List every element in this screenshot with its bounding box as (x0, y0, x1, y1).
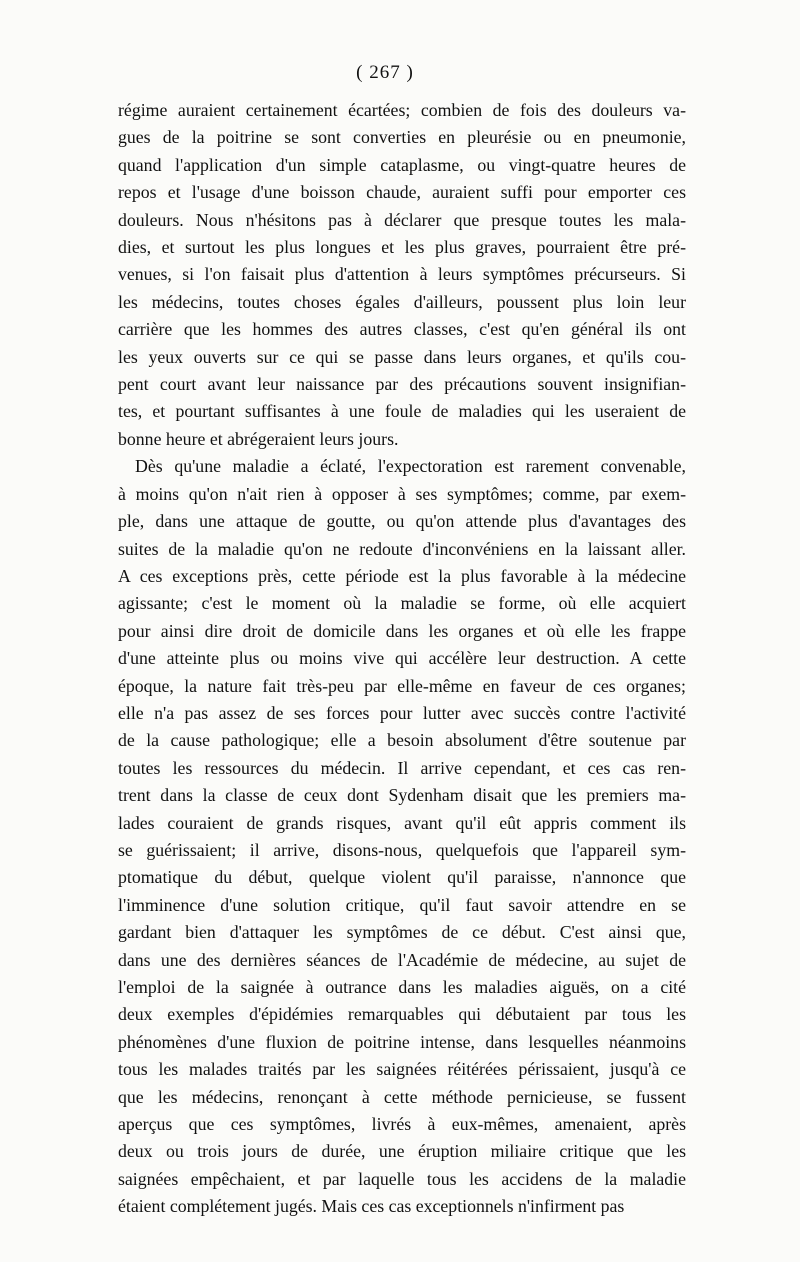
text-line: que les médecins, renonçant à cette méthode pernicieuse, se fussent (118, 1086, 686, 1107)
body-text (118, 97, 686, 1221)
text-line: dans une des dernières séances de l'Académie de médecine, au sujet de (118, 949, 686, 970)
text-line: l'emploi de la saignée à outrance dans les maladies aiguës, on a cité (118, 977, 686, 997)
text-line: les yeux ouverts sur ce qui se passe dans leurs organes, et qu'ils cou- (118, 346, 686, 367)
text-line: gardant bien d'attaquer les symptômes de ce début. C'est ainsi que, (118, 922, 686, 943)
text-line: toutes les ressources du médecin. Il arrive cependant, et ces cas ren- (118, 757, 686, 778)
text-line: douleurs. Nous n'hésitons pas à déclarer que presque toutes les mala- (118, 209, 686, 230)
text-line: pent court avant leur naissance par des précautions souvent insignifian- (118, 374, 686, 395)
text-line: d'une atteinte plus ou moins vive qui accélère leur destruction. A cette (118, 648, 686, 669)
text-line: suites de la maladie qu'on ne redoute d'inconvéniens en la laissant aller. (118, 538, 686, 559)
text-line: trent dans la classe de ceux dont Sydenham disait que les premiers ma- (118, 785, 686, 806)
page-number: ( 267 ) (356, 62, 414, 83)
text-line: à moins qu'on n'ait rien à opposer à ses symptômes; comme, par exem- (118, 483, 686, 504)
text-line: régime auraient certainement écartées; combien de fois des douleurs va- (118, 100, 686, 120)
text-line: gues de la poitrine se sont converties en pleurésie ou en pneumonie, (118, 127, 686, 148)
text-line: Dès qu'une maladie a éclaté, l'expectoration est rarement convenable, (135, 456, 686, 477)
text-line: tous les malades traités par les saignées réitérées périssaient, jusqu'à ce (118, 1059, 686, 1080)
text-line: époque, la nature fait très-peu par elle-même en faveur de ces organes; (118, 675, 686, 696)
text-line: agissante; c'est le moment où la maladie se forme, où elle acquiert (118, 593, 686, 614)
text-line: tes, et pourtant suffisantes à une foule de maladies qui les useraient de (118, 401, 686, 422)
text-line: venues, si l'on faisait plus d'attention à leurs symptômes précurseurs. Si (118, 264, 686, 285)
text-line: dies, et surtout les plus longues et les plus graves, pourraient être pré- (118, 237, 686, 258)
text-line: A ces exceptions près, cette période est la plus favorable à la médecine (118, 565, 686, 586)
text-line: les médecins, toutes choses égales d'ailleurs, poussent plus loin leur (118, 291, 686, 312)
text-line: saignées empêchaient, et par laquelle tous les accidens de la maladie (118, 1168, 686, 1189)
text-line: deux ou trois jours de durée, une éruption miliaire critique que les (118, 1141, 686, 1162)
paragraph-1 (118, 97, 686, 453)
text-line: l'imminence d'une solution critique, qu'il faut savoir attendre en se (118, 894, 686, 915)
text-line: quand l'application d'un simple cataplasme, ou vingt-quatre heures de (118, 154, 686, 175)
paragraph-2 (118, 453, 686, 1220)
text-line: deux exemples d'épidémies remarquables qui débutaient par tous les (118, 1004, 686, 1025)
text-line: bonne heure et abrégeraient leurs jours. (118, 428, 399, 449)
text-line: lades couraient de grands risques, avant qu'il eût appris comment ils (118, 812, 686, 833)
text-line: phénomènes d'une fluxion de poitrine intense, dans lesquelles néanmoins (118, 1031, 686, 1052)
text-line: étaient complétement jugés. Mais ces cas exceptionnels n'infirment pas (118, 1196, 625, 1217)
text-line: ple, dans une attaque de goutte, ou qu'on attende plus d'avantages des (118, 511, 686, 532)
text-line: ptomatique du début, quelque violent qu'il paraisse, n'annonce que (118, 867, 686, 888)
text-line: elle n'a pas assez de ses forces pour lutter avec succès contre l'activité (118, 702, 686, 723)
text-line: se guérissaient; il arrive, disons-nous, quelquefois que l'appareil sym- (118, 839, 686, 860)
text-line: pour ainsi dire droit de domicile dans les organes et où elle les frappe (118, 620, 686, 641)
text-line: aperçus que ces symptômes, livrés à eux-mêmes, amenaient, après (118, 1114, 686, 1135)
text-line: repos et l'usage d'une boisson chaude, auraient suffi pour emporter ces (118, 182, 686, 203)
text-line: de la cause pathologique; elle a besoin absolument d'être soutenue par (118, 730, 686, 751)
text-line: carrière que les hommes des autres classes, c'est qu'en général ils ont (118, 319, 686, 340)
